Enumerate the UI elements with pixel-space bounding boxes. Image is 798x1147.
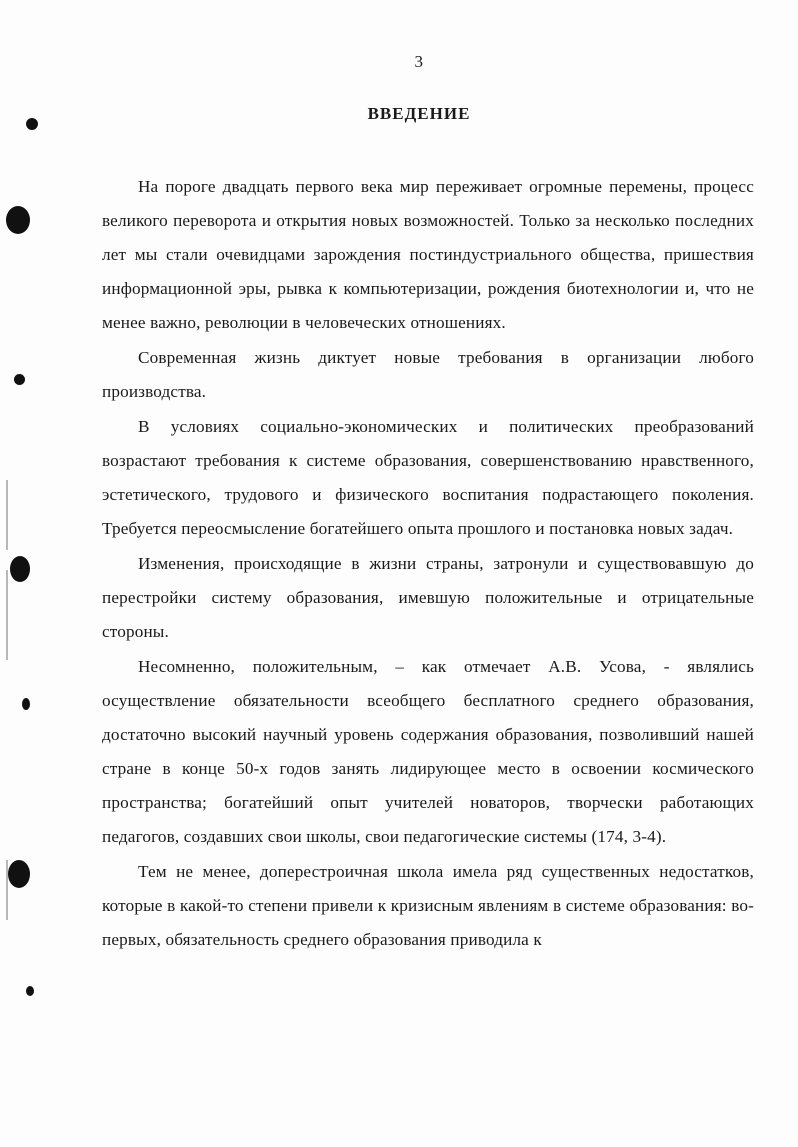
binder-hole-mark [6, 206, 30, 234]
page-number: 3 [414, 52, 424, 71]
binder-hole-mark [10, 556, 30, 582]
binder-hole-mark [26, 986, 34, 996]
paragraph: Несомненно, положительным, – как отмечает А.В. Усова, - являлись осуществление обязательности всеобщего бесплатного среднего образования, достаточно высокий научный уровень содержания образования, позволивший нашей стране в конце 50-х годов занять лидирующее место в освоении космического пространства; богатейший опыт учителей новаторов, творчески работающих педагогов, создавших свои школы, свои педагогические системы (174, 3-4). [102, 657, 754, 846]
scan-edge-mark [6, 860, 8, 920]
paragraph: Тем не менее, доперестроичная школа имела ряд существенных недостатков, которые в какой-то степени привели к кризисным явлениям в системе образования: во-первых, обязательность среднего образования приводила к [102, 862, 754, 949]
paragraph: На пороге двадцать первого века мир переживает огромные перемены, процесс великого переворота и открытия новых возможностей. Только за несколько последних лет мы стали очевидцами зарождения постиндустриального общества, пришествия информационной эры, рывка к компьютеризации, рождения биотехнологии и, что не менее важно, революции в человеческих отношениях. [102, 177, 754, 332]
section-heading: ВВЕДЕНИЕ [367, 104, 471, 123]
paragraph: Современная жизнь диктует новые требования в организации любого производства. [102, 348, 754, 401]
binder-hole-mark [22, 698, 30, 710]
binder-hole-mark [14, 374, 25, 385]
paragraph: Изменения, происходящие в жизни страны, затронули и существовавшую до перестройки систему образования, имевшую положительные и отрицательные стороны. [102, 554, 754, 641]
body-text [102, 170, 754, 958]
scan-edge-mark [6, 480, 8, 550]
paragraph: В условиях социально-экономических и политических преобразований возрастают требования к системе образования, совершенствованию нравственного, эстетического, трудового и физического воспитания подрастающего поколения. Требуется переосмысление богатейшего опыта прошлого и постановка новых задач. [102, 417, 754, 538]
binder-hole-mark [8, 860, 30, 888]
scan-edge-mark [6, 570, 8, 660]
